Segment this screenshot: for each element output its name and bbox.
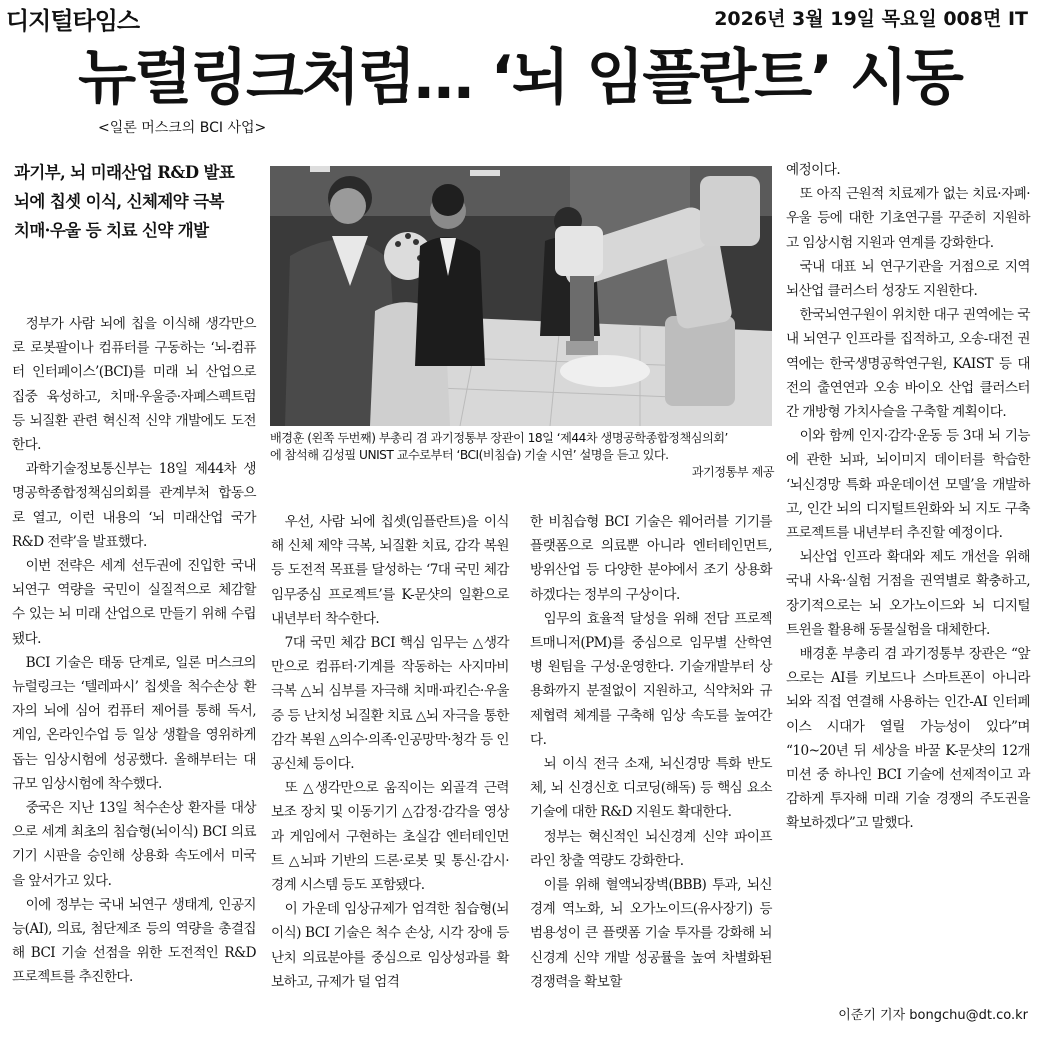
paragraph: 예정이다.: [786, 162, 841, 178]
paragraph: 또 아직 근원적 치료제가 없는 치료·자폐·우울 등에 대한 기초연구를 꾸준히 지원하고 임상시험 지원과 연계를 강화한다.: [786, 186, 1030, 251]
paragraph: 중국은 지난 13일 척수손상 환자를 대상으로 세계 최초의 침습형(뇌이식) BCI 의료기기 시판을 승인해 상용화 속도에서 미국을 앞서가고 있다.: [12, 800, 256, 889]
paragraph: 정부는 혁신적인 뇌신경계 신약 파이프라인 창출 역량도 강화한다.: [530, 828, 772, 869]
paragraph: 임무의 효율적 달성을 위해 전담 프로젝트매니저(PM)를 중심으로 임무별 산학연병 원팀을 구성·운영한다. 기술개발부터 상용화까지 분절없이 지원하고, 식약처와 규제협력 체계를 구축해 임상 속도를 높여간다.: [530, 610, 772, 748]
photo-credit: 과기정통부 제공: [691, 465, 774, 479]
subhead: 치매·우울 등 치료 신약 개발: [14, 221, 209, 240]
paragraph: BCI 기술은 태동 단계로, 일론 머스크의 뉴럴링크는 ‘텔레파시’ 칩셋을 척수손상 환자의 뇌에 심어 컴퓨터 제어를 통해 독서, 게임, 온라인수업 등 일상 생활을 영위하게 돕는 임상시험에 성공했다. 올해부터는 대규모 임상시험에 착수했다.: [12, 654, 256, 792]
byline: 이준기 기자 bongchu@dt.co.kr: [838, 1008, 1028, 1023]
paragraph: 7대 국민 체감 BCI 핵심 임무는 △생각만으로 컴퓨터·기계를 작동하는 사지마비 극복 △뇌 심부를 자극해 치매·파킨슨·우울증 등 난치성 뇌질환 치료 △뇌 자극을 통한 감각 복원 △의수·의족·인공망막·청각 등 인공신체 등이다.: [271, 635, 509, 773]
paragraph: 한국뇌연구원이 위치한 대구 권역에는 국내 뇌연구 인프라를 집적하고, 오송-대전 권역에는 한국생명공학연구원, KAIST 등 대전의 출연연과 오송 바이오 산업 클러스터 간 개방형 가치사슬을 구축할 계획이다.: [786, 307, 1030, 421]
photo-caption-line: 배경훈 (왼쪽 두번째) 부총리 겸 과기정통부 장관이 18일 ‘제44차 생명공학종합정책심의회’: [270, 431, 728, 445]
paragraph: 이에 정부는 국내 뇌연구 생태계, 인공지능(AI), 의료, 첨단제조 등의 역량을 총결집해 BCI 기술 선점을 위한 도전적인 R&D 프로젝트를 추진한다.: [12, 896, 256, 986]
paragraph: 뇌 이식 전극 소재, 뇌신경망 특화 반도체, 뇌 신경신호 디코딩(해독) 등 핵심 요소기술에 대한 R&D 지원도 확대한다.: [530, 756, 772, 821]
article-column-2: [271, 510, 509, 994]
paragraph: 뇌산업 인프라 확대와 제도 개선을 위해 국내 사육·실험 거점을 권역별로 확충하고, 장기적으로는 뇌 오가노이드와 뇌 디지털 트윈을 활용해 동물실험을 대체한다.: [786, 549, 1030, 638]
photo-illustration: [270, 166, 772, 426]
article-column-4: [786, 158, 1030, 836]
paragraph: 이와 함께 인지·감각·운동 등 3대 뇌 기능에 관한 뇌파, 뇌이미지 데이터를 학습한 ‘뇌신경망 특화 파운데이션 모델’을 개발하고, 인간 뇌의 디지털트윈화와 뇌 지도 구축 프로젝트를 내년부터 추진할 예정이다.: [786, 428, 1030, 542]
subhead: 뇌에 칩셋 이식, 신체제약 극복: [14, 192, 224, 211]
paragraph: 우선, 사람 뇌에 칩셋(임플란트)을 이식해 신체 제약 극복, 뇌질환 치료, 감각 복원 등 도전적 목표를 달성하는 ‘7대 국민 체감 임무중심 프로젝트’를 K-문샷의 일환으로 내년부터 착수한다.: [271, 514, 509, 627]
article-column-1: [12, 312, 256, 990]
image-caption: <일론 머스크의 BCI 사업>: [98, 120, 267, 136]
paragraph: 이 가운데 임상규제가 엄격한 침습형(뇌이식) BCI 기술은 척수 손상, 시각 장애 등 난치 의료분야를 중심으로 임상성과를 확보하고, 규제가 덜 엄격: [271, 901, 509, 990]
subhead: 과기부, 뇌 미래산업 R&D 발표: [14, 163, 235, 182]
photo-caption: [270, 430, 774, 481]
paragraph: 한 비침습형 BCI 기술은 웨어러블 기기를 플랫폼으로 의료뿐 아니라 엔터테인먼트, 방위산업 등 다양한 분야에서 조기 상용화하겠다는 정부의 구상이다.: [530, 514, 772, 603]
news-photo: [270, 166, 772, 426]
headline: 뉴럴링크처럼… ‘뇌 임플란트’ 시동: [78, 43, 962, 113]
article-column-3: [530, 510, 772, 994]
paragraph: 이를 위해 혈액뇌장벽(BBB) 투과, 뇌신경계 역노화, 뇌 오가노이드(유사장기) 등 범용성이 큰 플랫폼 기술 투자를 강화해 뇌신경계 신약 개발 성공률을 높여 차별화된 경쟁력을 확보할: [530, 877, 772, 990]
dateline: 2026년 3월 19일 목요일 008면 IT: [714, 8, 1028, 30]
paragraph: 이번 전략은 세계 선두권에 진입한 국내 뇌연구 역량을 국민이 실질적으로 체감할 수 있는 뇌 미래 산업으로 만들기 위해 수립됐다.: [12, 558, 256, 647]
subheads: [14, 158, 264, 245]
paragraph: 과학기술정보통신부는 18일 제44차 생명공학종합정책심의회를 관계부처 합동으로 열고, 이런 내용의 ‘뇌 미래산업 국가 R&D 전략’을 발표했다.: [12, 461, 256, 550]
masthead-logo: 디지털타임스: [6, 7, 140, 35]
paragraph: 또 △생각만으로 움직이는 외골격 근력보조 장치 및 이동기기 △감정·감각을 영상과 게임에서 구현하는 초실감 엔터테인먼트 △뇌파 기반의 드론·로봇 및 통신·감시·경계 시스템 등도 포함됐다.: [271, 780, 509, 894]
paragraph: 배경훈 부총리 겸 과기정통부 장관은 “앞으로는 AI를 키보드나 스마트폰이 아니라 뇌와 직접 연결해 사용하는 인간-AI 인터페이스 시대가 열릴 가능성이 있다”며 “10~20년 뒤 세상을 바꿀 K-문샷의 12개 미션 중 하나인 BCI 기술에 선제적이고 과감하게 투자해 미래 기술 경쟁의 주도권을 확보하겠다”고 말했다.: [786, 646, 1030, 832]
paragraph: 정부가 사람 뇌에 칩을 이식해 생각만으로 로봇팔이나 컴퓨터를 구동하는 ‘뇌-컴퓨터 인터페이스’(BCI)를 미래 뇌 산업으로 집중 육성하고, 치매·우울증·자폐스펙트럼 등 뇌질환 관련 혁신적 신약 개발에도 도전한다.: [12, 316, 256, 454]
paragraph: 국내 대표 뇌 연구기관을 거점으로 지역 뇌산업 클러스터 성장도 지원한다.: [786, 258, 1030, 300]
photo-caption-line: 에 참석해 김성필 UNIST 교수로부터 ‘BCI(비침습) 기술 시연’ 설명을 듣고 있다.: [270, 448, 669, 462]
